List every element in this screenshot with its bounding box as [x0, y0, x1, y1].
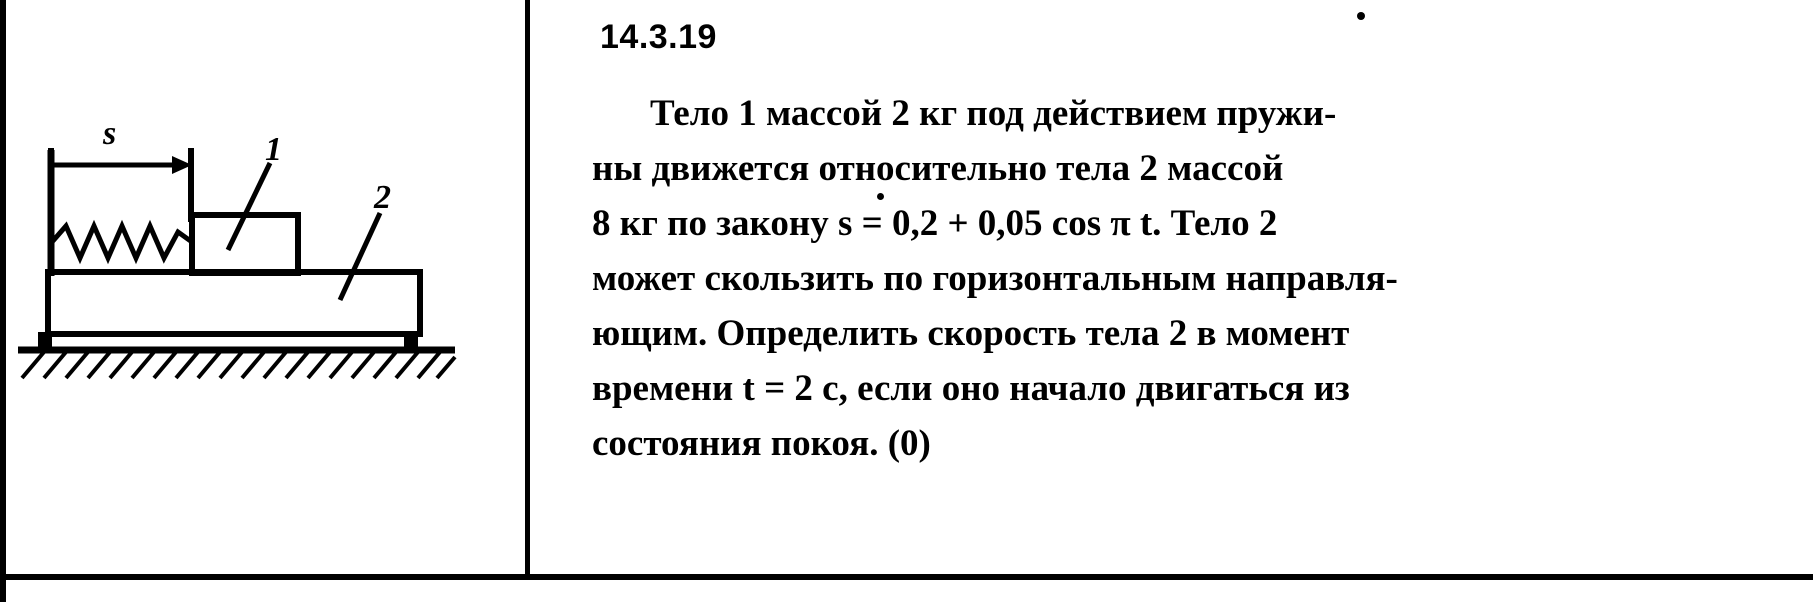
problem-line: 8 кг по закону s = 0,2 + 0,05 cos π t. Тело 2 [592, 203, 1278, 244]
problem-statement [592, 86, 1762, 471]
problem-line: ны движется относительно тела 2 массой [592, 148, 1284, 189]
scan-speck [1357, 12, 1365, 20]
figure-label-body-1: 1 [265, 131, 282, 168]
figure-label-body-2: 2 [374, 179, 391, 216]
problem-line: Тело 1 массой 2 кг под действием пружи- [650, 93, 1337, 134]
problem-line: ющим. Определить скорость тела 2 в момент [592, 313, 1350, 354]
page-border-bottom [0, 574, 1813, 580]
problem-line: времени t = 2 с, если оно начало двигаться из [592, 368, 1350, 409]
problem-number: 14.3.19 [600, 18, 717, 56]
figure-column-divider [525, 0, 530, 574]
problem-line: может скользить по горизонтальным направля- [592, 258, 1398, 299]
figure-label-s: s [103, 115, 117, 152]
problem-line-answer: состояния покоя. (0) [592, 423, 931, 464]
figure-mechanical-system [0, 0, 525, 574]
